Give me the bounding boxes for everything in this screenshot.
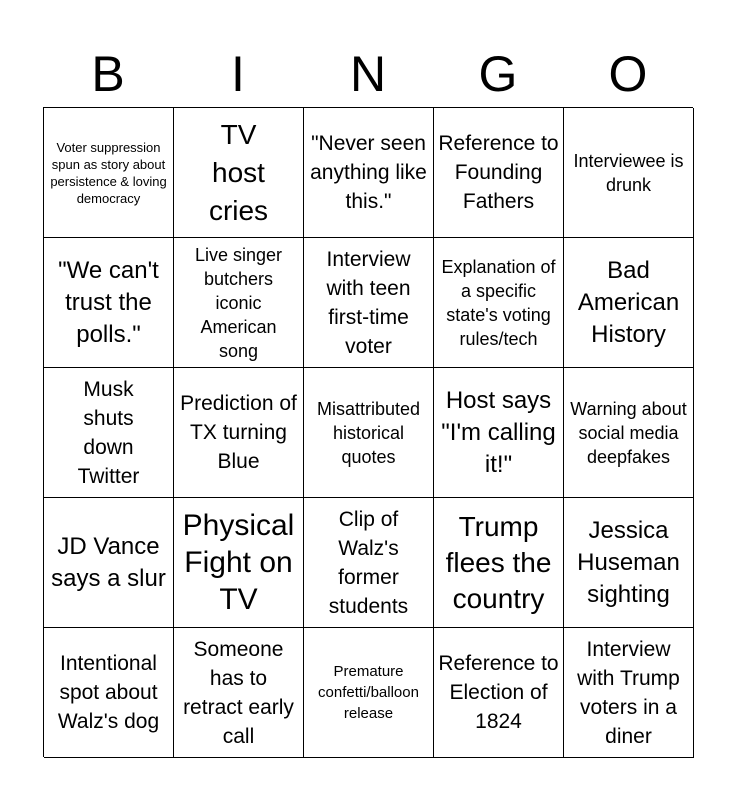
header-letter-b: B xyxy=(91,46,125,102)
bingo-cell-4-5[interactable] xyxy=(564,498,694,628)
bingo-header xyxy=(43,40,693,108)
bingo-cell-5-5[interactable] xyxy=(564,628,694,758)
bingo-cell-text: Host says "I'm calling it!" xyxy=(441,386,556,478)
bingo-cell-1-3[interactable] xyxy=(304,108,434,238)
bingo-cell-text: Physical Fight on TV xyxy=(182,509,295,616)
bingo-cell-3-1[interactable] xyxy=(44,368,174,498)
header-letter-i: I xyxy=(231,46,245,102)
bingo-cell-text: "Never seen anything like this." xyxy=(310,132,427,213)
bingo-cell-4-3[interactable] xyxy=(304,498,434,628)
header-letter-n: N xyxy=(349,46,387,102)
bingo-cell-text: Interview with Trump voters in a diner xyxy=(577,637,680,748)
bingo-cell-4-4[interactable] xyxy=(434,498,564,628)
bingo-cell-2-3[interactable] xyxy=(304,238,434,368)
bingo-cell-1-4[interactable] xyxy=(434,108,564,238)
bingo-cell-text: Interviewee is drunk xyxy=(573,150,684,195)
bingo-cell-2-2[interactable] xyxy=(174,238,304,368)
bingo-cell-4-1[interactable] xyxy=(44,498,174,628)
bingo-cell-text: Voter suppression spun as story about persistence & loving democracy xyxy=(50,139,167,206)
bingo-cell-2-4[interactable] xyxy=(434,238,564,368)
bingo-cell-2-1[interactable] xyxy=(44,238,174,368)
bingo-cell-4-2[interactable] xyxy=(174,498,304,628)
header-letter-g: G xyxy=(478,46,518,102)
bingo-cell-text: Reference to Founding Fathers xyxy=(438,132,559,213)
bingo-cell-2-5[interactable] xyxy=(564,238,694,368)
bingo-cell-text: Clip of Walz's former students xyxy=(328,507,409,618)
bingo-cell-text: Warning about social media deepfakes xyxy=(570,398,687,467)
bingo-cell-text: Premature confetti/balloon release xyxy=(318,663,419,722)
bingo-cell-text: Intentional spot about Walz's dog xyxy=(57,652,160,733)
bingo-cell-text: JD Vance says a slur xyxy=(51,532,166,592)
bingo-cell-5-1[interactable] xyxy=(44,628,174,758)
header-letter-o: O xyxy=(608,46,648,102)
bingo-cell-1-1[interactable] xyxy=(44,108,174,238)
bingo-cell-text: "We can't trust the polls." xyxy=(58,256,159,348)
bingo-cell-3-4[interactable] xyxy=(434,368,564,498)
bingo-cell-3-5[interactable] xyxy=(564,368,694,498)
bingo-cell-text: Explanation of a specific state's voting rules/tech xyxy=(441,256,556,349)
bingo-cell-text: Interview with teen first-time voter xyxy=(326,247,411,358)
bingo-cell-text: Jessica Huseman sighting xyxy=(577,516,680,608)
bingo-grid xyxy=(43,107,693,757)
bingo-cell-text: Prediction of TX turning Blue xyxy=(180,392,297,473)
bingo-cell-text: Reference to Election of 1824 xyxy=(438,652,559,733)
bingo-cell-5-3[interactable] xyxy=(304,628,434,758)
bingo-cell-1-5[interactable] xyxy=(564,108,694,238)
bingo-cell-text: Misattributed historical quotes xyxy=(316,398,421,467)
bingo-cell-text: Someone has to retract early call xyxy=(183,637,294,748)
bingo-cell-1-2[interactable] xyxy=(174,108,304,238)
bingo-cell-5-2[interactable] xyxy=(174,628,304,758)
bingo-cell-5-4[interactable] xyxy=(434,628,564,758)
bingo-cell-text: Trump flees the country xyxy=(445,510,552,614)
bingo-cell-text: TV host cries xyxy=(208,118,269,226)
bingo-cell-text: Musk shuts down Twitter xyxy=(77,377,140,488)
bingo-cell-3-3[interactable] xyxy=(304,368,434,498)
bingo-cell-text: Live singer butchers iconic American song xyxy=(194,244,283,361)
bingo-cell-text: Bad American History xyxy=(577,256,680,348)
bingo-cell-3-2[interactable] xyxy=(174,368,304,498)
